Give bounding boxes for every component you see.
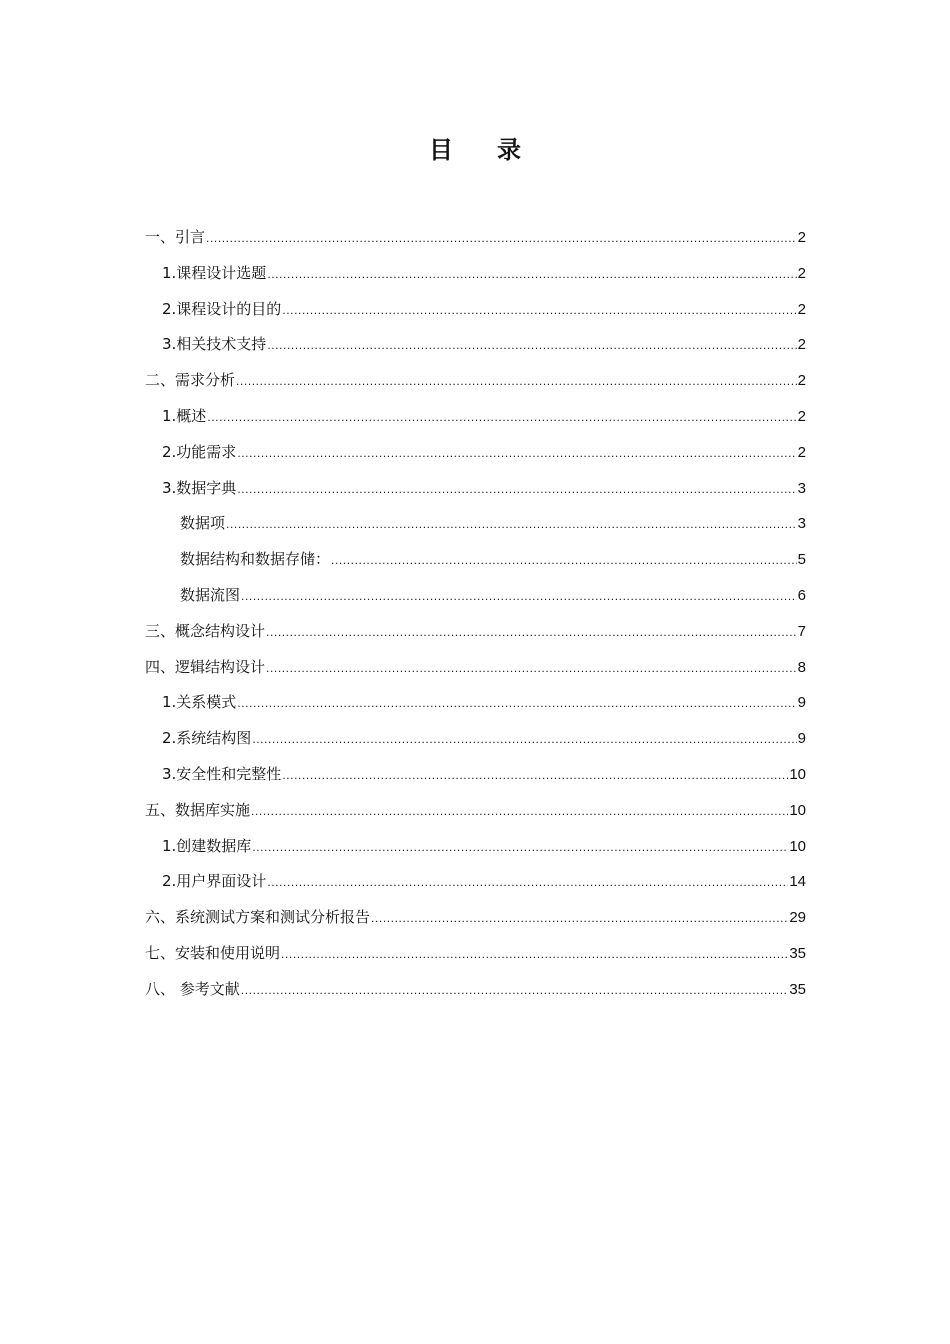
toc-page-number: 6 [797, 586, 806, 604]
toc-entry-text: 一、引言 [145, 228, 206, 246]
toc-page-number: 8 [797, 658, 806, 676]
toc-page-number: 5 [797, 551, 806, 569]
toc-leader-dots [241, 973, 789, 1009]
toc-leader-dots [206, 221, 797, 257]
toc-entry-text: 数据项 [180, 514, 226, 533]
toc-entry-text: 四、逻辑结构设计 [145, 657, 266, 676]
toc-page-number: 2 [797, 336, 806, 354]
toc-entry[interactable] [145, 685, 806, 721]
toc-leader-dots [237, 472, 796, 508]
toc-entry-text: 2.系统结构图 [162, 729, 252, 748]
toc-entry[interactable] [145, 542, 806, 578]
toc-leader-dots [267, 865, 788, 901]
toc-leader-dots [266, 651, 797, 687]
toc-leader-dots [207, 400, 796, 436]
toc-entry-text: 三、概念结构设计 [145, 621, 266, 640]
toc-leader-dots [236, 364, 797, 400]
toc-entry-text: 数据结构和数据存储： [180, 550, 331, 569]
toc-leader-dots [266, 615, 797, 651]
toc-entry-text: 1.创建数据库 [162, 836, 252, 855]
toc-leader-dots [251, 794, 788, 830]
toc-entry[interactable] [145, 614, 806, 650]
toc-entry[interactable] [145, 256, 806, 292]
toc-entry-text: 八、 参考文献 [145, 979, 240, 998]
toc-page-number: 9 [797, 694, 806, 712]
toc-page-number: 35 [789, 980, 806, 998]
toc-leader-dots [281, 937, 788, 973]
toc-leader-dots [252, 830, 788, 866]
toc-entry-text: 2.课程设计的目的 [162, 299, 282, 318]
toc-page-number: 3 [797, 515, 806, 533]
toc-entry-text: 2.用户界面设计 [162, 872, 267, 891]
toc-entry[interactable] [145, 793, 806, 829]
toc-entry-text: 3.数据字典 [162, 478, 237, 497]
toc-entry[interactable] [145, 471, 806, 507]
toc-leader-dots [282, 758, 788, 794]
toc-page-number: 2 [797, 300, 806, 318]
toc-entry[interactable] [145, 578, 806, 614]
toc-entry[interactable] [145, 435, 806, 471]
toc-entry-text: 五、数据库实施 [145, 800, 251, 819]
toc-leader-dots [371, 901, 788, 937]
toc-page-number: 2 [797, 229, 806, 246]
toc-leader-dots [237, 436, 796, 472]
toc-entry-text: 七、安装和使用说明 [145, 943, 281, 962]
toc-entry[interactable] [145, 506, 806, 542]
toc-leader-dots [282, 293, 796, 329]
toc-entry-text: 3.安全性和完整性 [162, 764, 282, 783]
toc-entry[interactable] [145, 757, 806, 793]
toc-entry[interactable] [145, 936, 806, 972]
toc-entry[interactable] [145, 650, 806, 686]
toc-leader-dots [331, 543, 797, 579]
toc-entry-text: 二、需求分析 [145, 371, 236, 390]
toc-leader-dots [226, 507, 797, 543]
toc-page-number: 2 [797, 372, 806, 390]
toc-page-number: 2 [797, 443, 806, 461]
toc-leader-dots [267, 257, 796, 293]
toc-page-number: 9 [797, 730, 806, 748]
toc-entry-text: 六、系统测试方案和测试分析报告 [145, 908, 371, 927]
toc-page-number: 10 [789, 837, 806, 855]
toc-leader-dots [241, 579, 797, 615]
toc-entry[interactable] [145, 864, 806, 900]
toc-entry-text: 2.功能需求 [162, 442, 237, 461]
toc-entry[interactable] [145, 972, 806, 1008]
toc-page-number: 35 [789, 944, 806, 962]
toc-entry-text: 数据流图 [180, 585, 241, 604]
toc-entry[interactable] [145, 829, 806, 865]
toc-page-number: 3 [797, 479, 806, 497]
toc-entry[interactable] [145, 292, 806, 328]
toc-page-number: 2 [797, 264, 806, 282]
toc-entry[interactable] [145, 220, 806, 256]
toc-entry-text: 3.相关技术支持 [162, 335, 267, 354]
toc-page-number: 2 [797, 407, 806, 425]
toc-page-number: 10 [789, 801, 806, 819]
toc-title: 目录 [429, 136, 565, 164]
toc-list [145, 220, 806, 1008]
toc-entry-text: 1.关系模式 [162, 693, 237, 712]
toc-leader-dots [252, 722, 796, 758]
toc-entry-text: 1.概述 [162, 406, 207, 425]
toc-page-number: 29 [789, 909, 806, 927]
toc-entry[interactable] [145, 399, 806, 435]
toc-page-number: 7 [797, 622, 806, 640]
toc-page-number: 10 [789, 765, 806, 783]
toc-entry-text: 1.课程设计选题 [162, 263, 267, 282]
toc-page-number: 14 [789, 873, 806, 891]
toc-entry[interactable] [145, 363, 806, 399]
toc-entry[interactable] [145, 721, 806, 757]
toc-entry[interactable] [145, 327, 806, 363]
toc-leader-dots [237, 686, 796, 722]
toc-leader-dots [267, 328, 796, 364]
toc-entry[interactable] [145, 900, 806, 936]
